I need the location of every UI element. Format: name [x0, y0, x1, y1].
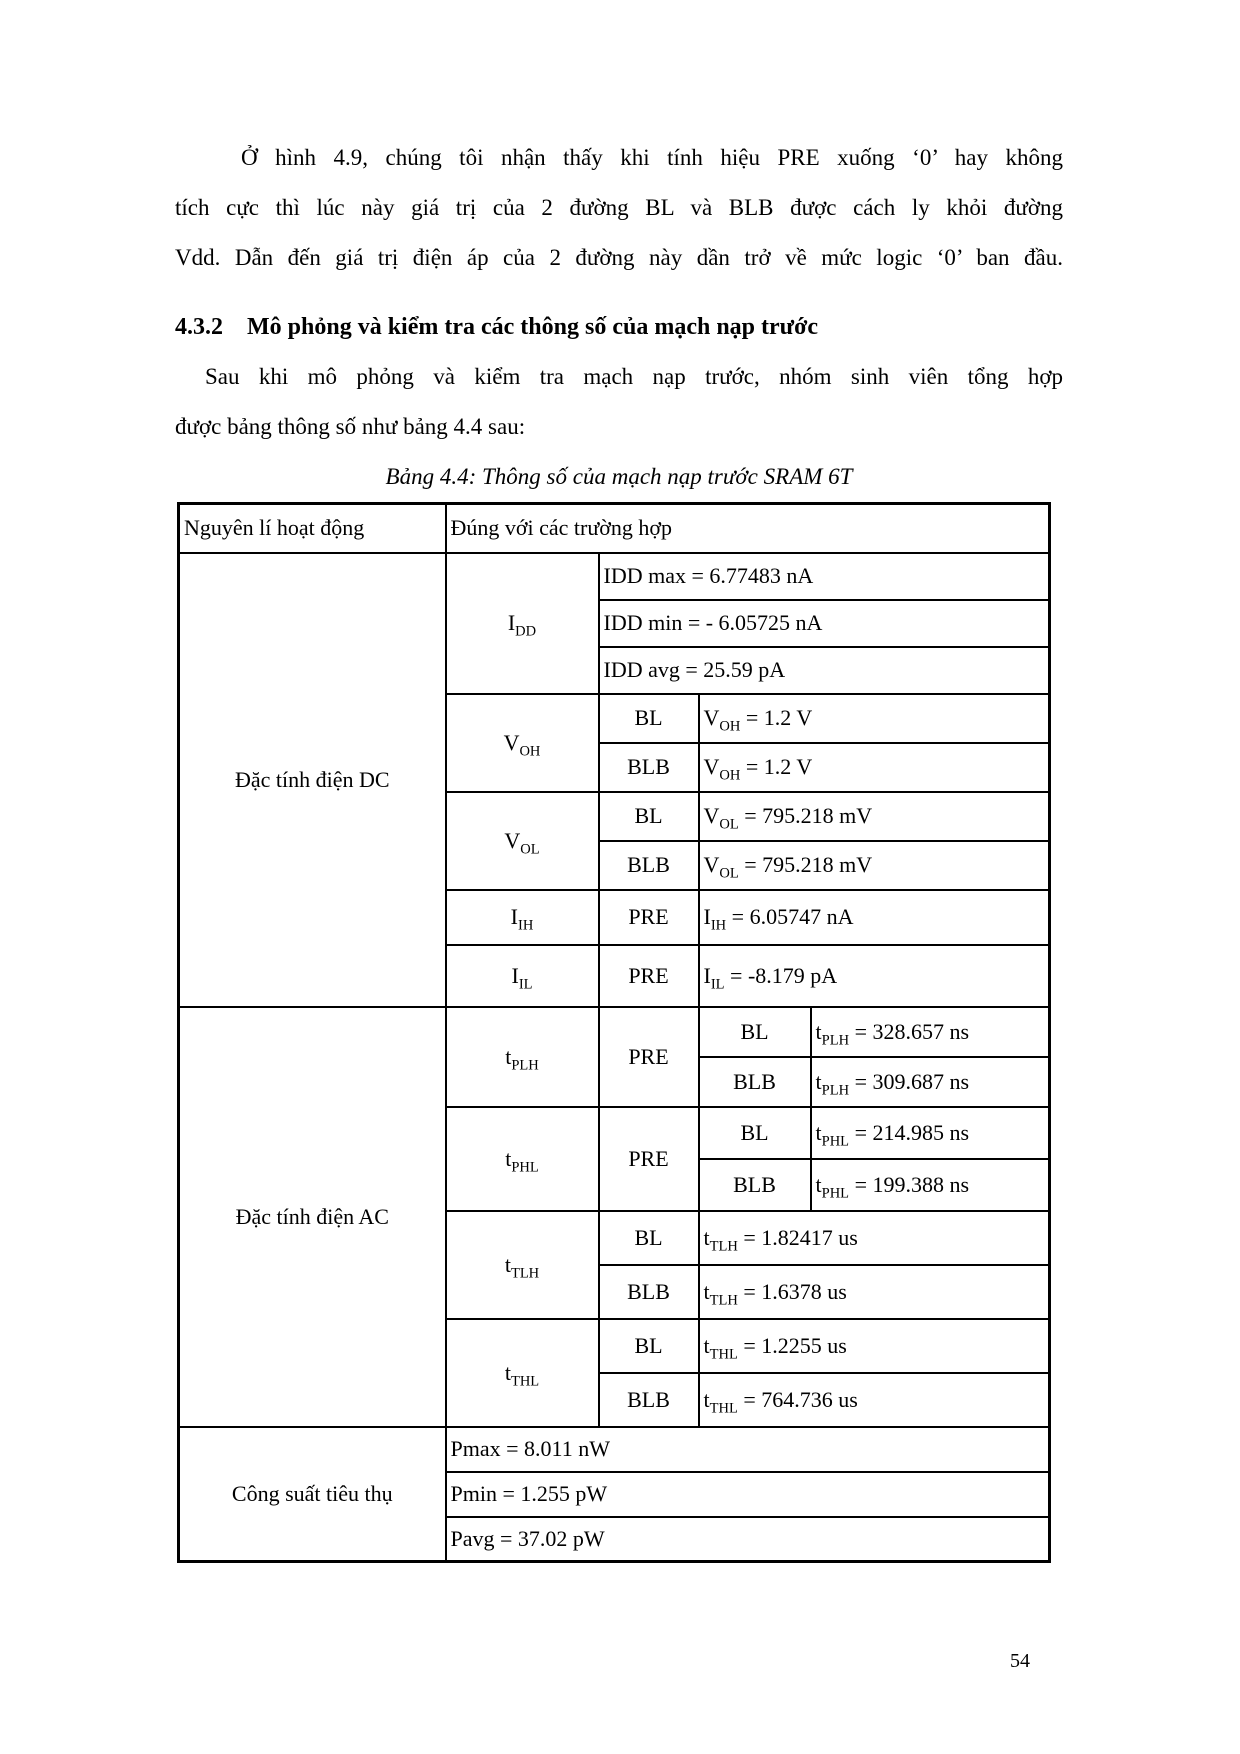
parameters-table — [177, 502, 1051, 1563]
value-iil: $I_{IL} = -8.179$ pA — [699, 945, 1050, 1007]
section-label-ac: Đặc tính điện AC — [179, 1007, 446, 1427]
value-idd-max: IDD max = 6.77483 nA — [599, 553, 1050, 600]
signal-iih-pre: PRE — [599, 890, 699, 945]
page-number: 54 — [1010, 1650, 1030, 1672]
value-iih: $I_{IH} = 6.05747$ nA — [699, 890, 1050, 945]
section-label-power: Công suất tiêu thụ — [179, 1427, 446, 1562]
signal-tplh-pre: PRE — [599, 1007, 699, 1107]
value-tphl-blb: $t_{PHL} = 199.388$ ns — [811, 1159, 1050, 1211]
section-heading-title: Mô phỏng và kiểm tra các thông số của mạch nạp trước — [247, 314, 819, 340]
value-voh-bl: $V_{OH} = 1.2$ V — [699, 694, 1050, 743]
paragraph-1-line-3: Vdd. Dẫn đến giá trị điện áp của 2 đường này dần trở về mức logic ‘0’ ban đầu. — [175, 245, 1063, 270]
value-voh-blb: $V_{OH} = 1.2$ V — [699, 743, 1050, 792]
signal-voh-bl: BL — [599, 694, 699, 743]
value-ttlh-bl: $t_{TLH} = 1.82417$ us — [699, 1211, 1050, 1265]
value-tthl-bl: $t_{THL} = 1.2255$ us — [699, 1319, 1050, 1373]
paragraph-1-line-2: tích cực thì lúc này giá trị của 2 đường BL và BLB được cách ly khỏi đường — [175, 195, 1063, 220]
signal-iil-pre: PRE — [599, 945, 699, 1007]
signal-ttlh-bl: BL — [599, 1211, 699, 1265]
param-voh: $V_{OH}$ — [446, 694, 599, 792]
value-tthl-blb: $t_{THL} = 764.736$ us — [699, 1373, 1050, 1427]
signal-tplh-bl: BL — [699, 1007, 811, 1057]
param-ttlh: $t_{TLH}$ — [446, 1211, 599, 1319]
param-iil: $I_{IL}$ — [446, 945, 599, 1007]
signal-vol-blb: BLB — [599, 841, 699, 890]
value-ttlh-blb: $t_{TLH} = 1.6378$ us — [699, 1265, 1050, 1319]
param-idd: $I_{DD}$ — [446, 553, 599, 694]
param-tplh: $t_{PLH}$ — [446, 1007, 599, 1107]
paragraph-2-line-1: Sau khi mô phỏng và kiểm tra mạch nạp trước, nhóm sinh viên tổng hợp — [205, 364, 1063, 389]
header-principle: Nguyên lí hoạt động — [179, 504, 446, 553]
signal-ttlh-blb: BLB — [599, 1265, 699, 1319]
signal-tphl-blb: BLB — [699, 1159, 811, 1211]
signal-tthl-blb: BLB — [599, 1373, 699, 1427]
section-label-dc: Đặc tính điện DC — [179, 553, 446, 1007]
value-vol-bl: $V_{OL} = 795.218$ mV — [699, 792, 1050, 841]
paragraph-1 — [175, 133, 1063, 283]
paragraph-2 — [175, 352, 1063, 452]
section-heading — [175, 311, 1063, 343]
value-pmin: Pmin = 1.255 pW — [446, 1472, 1050, 1517]
value-idd-min: IDD min = - 6.05725 nA — [599, 600, 1050, 647]
value-tphl-bl: $t_{PHL} = 214.985$ ns — [811, 1107, 1050, 1159]
paragraph-2-line-2: được bảng thông số như bảng 4.4 sau: — [175, 414, 526, 439]
signal-tplh-blb: BLB — [699, 1057, 811, 1107]
signal-vol-bl: BL — [599, 792, 699, 841]
row-idd-max — [179, 553, 1050, 600]
param-tthl: $t_{THL}$ — [446, 1319, 599, 1427]
header-cases: Đúng với các trường hợp — [446, 504, 1050, 553]
value-pavg: Pavg = 37.02 pW — [446, 1517, 1050, 1562]
signal-voh-blb: BLB — [599, 743, 699, 792]
value-tplh-blb: $t_{PLH} = 309.687$ ns — [811, 1057, 1050, 1107]
row-tplh-bl — [179, 1007, 1050, 1057]
table-caption: Bảng 4.4: Thông số của mạch nạp trước SRAM 6T — [385, 464, 853, 489]
signal-tphl-pre: PRE — [599, 1107, 699, 1211]
signal-tthl-bl: BL — [599, 1319, 699, 1373]
document-body — [175, 0, 1063, 1563]
section-heading-number: 4.3.2 — [175, 314, 223, 340]
param-vol: $V_{OL}$ — [446, 792, 599, 890]
value-pmax: Pmax = 8.011 nW — [446, 1427, 1050, 1472]
value-vol-blb: $V_{OL} = 795.218$ mV — [699, 841, 1050, 890]
signal-tphl-bl: BL — [699, 1107, 811, 1159]
param-iih: $I_{IH}$ — [446, 890, 599, 945]
param-tphl: $t_{PHL}$ — [446, 1107, 599, 1211]
value-idd-avg: IDD avg = 25.59 pA — [599, 647, 1050, 694]
paragraph-1-line-1: Ở hình 4.9, chúng tôi nhận thấy khi tính hiệu PRE xuống ‘0’ hay không — [241, 145, 1063, 170]
value-tplh-bl: $t_{PLH} = 328.657$ ns — [811, 1007, 1050, 1057]
row-pmax — [179, 1427, 1050, 1472]
table-header-row — [179, 504, 1050, 553]
